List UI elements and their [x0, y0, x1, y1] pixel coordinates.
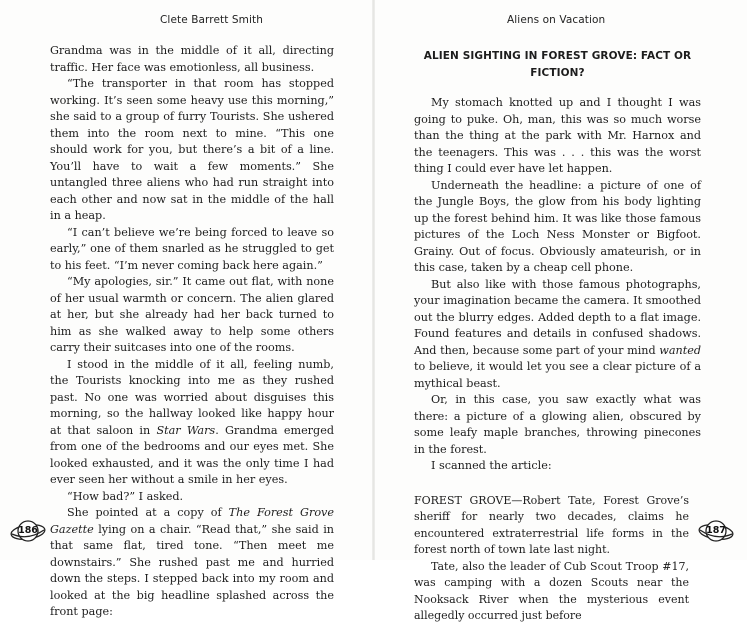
- paragraph-text: lying on a chair. “Read that,” she said in that same flat, tired tone. “Then meet me downstairs.” She rushed past me and hurried down the steps. I stepped back into my room and looked at the big headline splashed across the front page:: [50, 522, 334, 618]
- paragraph: [50, 357, 334, 489]
- paragraph-text: I stood in the middle of it all, feeling numb, the Tourists knocking into me as they rushed past. No one was worried about disguises this morning, so the hallway looked like happy hour at that saloon in: [50, 357, 334, 437]
- right-page-body: [414, 48, 701, 625]
- page-number: 187: [706, 525, 726, 536]
- paragraph-text: to believe, it would let you see a clear picture of a mythical beast.: [414, 360, 701, 390]
- article-paragraph: Tate, also the leader of Cub Scout Troop #17, was camping with a dozen Scouts near the Nooksack River when the mysterious event allegedly occurred just before: [414, 559, 689, 622]
- paragraph-text: But also like with those famous photographs, your imagination became the camera. It smoothed out the blurry edges. Added depth to a flat image. Found features and details in confused shadows. And then, because some part of your mind: [414, 277, 701, 357]
- paragraph-text: . Grandma emerged from one of the bedrooms and our eyes met. She looked exhausted, and it was the only time I had ever seen her without a smile in her eyes.: [50, 423, 334, 486]
- paragraph: Grandma was in the middle of it all, directing traffic. Her face was emotionless, all business.: [50, 44, 334, 74]
- italic-word: wanted: [659, 343, 701, 357]
- left-page-body: [50, 43, 334, 621]
- paragraph: “My apologies, sir.” It came out flat, with none of her usual warmth or concern. The alien glared at her, but she already had her back turned to him as she walked away to help some others carry their suitcases into one of the rooms.: [50, 275, 334, 354]
- article-paragraph: FOREST GROVE—Robert Tate, Forest Grove’s sheriff for nearly two decades, claims he encountered extraterrestrial life forms in the forest north of town late last night.: [414, 493, 689, 556]
- quoted-article: [414, 493, 701, 625]
- paragraph: “How bad?” I asked.: [67, 489, 184, 503]
- right-page: [374, 0, 747, 622]
- paragraph: “I can’t believe we’re being forced to leave so early,” one of them snarled as he struggled to get to his feet. “I’m never coming back here again.”: [50, 225, 334, 272]
- page-number-badge: [8, 518, 48, 546]
- running-head-author: Clete Barrett Smith: [160, 14, 263, 26]
- paragraph: Or, in this case, you saw exactly what was there: a picture of a glowing alien, obscured by some leafy maple branches, throwing pinecones in the forest.: [414, 393, 701, 456]
- italic-title: The Forest Grove Gazette: [50, 506, 334, 536]
- paragraph: I scanned the article:: [431, 459, 552, 472]
- paragraph: Underneath the headline: a picture of one of the Jungle Boys, the glow from his body lighting up the forest behind him. It was like those famous pictures of the Loch Ness Monster or Bigfoot. Grainy. Out of focus. Obviously amateurish, or in this case, taken by a cheap cell phone.: [414, 178, 701, 274]
- left-page: [0, 0, 373, 618]
- paragraph-text: She pointed at a copy of: [67, 506, 229, 519]
- paragraph: [414, 277, 701, 393]
- paragraph: “The transporter in that room has stopped working. It’s seen some heavy use this morning,” she said to a group of furry Tourists. She ushered them into the room next to mine. “This one should work for you, but there’s a bit of a line. You’ll have to wait a few moments.” She untangled three aliens who had run straight into each other and now sat in the middle of the hall in a heap.: [50, 77, 334, 222]
- running-head-title: Aliens on Vacation: [507, 14, 606, 26]
- paragraph: My stomach knotted up and I thought I was going to puke. Oh, man, this was so much worse than the thing at the park with Mr. Harnox and the teenagers. This was . . . this was the worst thing I could ever have let happen.: [414, 96, 701, 175]
- page-number: 186: [18, 525, 38, 536]
- paragraph: [50, 505, 334, 621]
- page-number-badge: [696, 518, 736, 546]
- italic-title: Star Wars: [156, 423, 216, 437]
- newspaper-headline: ALIEN SIGHTING IN FOREST GROVE: FACT OR FICTION?: [423, 50, 692, 79]
